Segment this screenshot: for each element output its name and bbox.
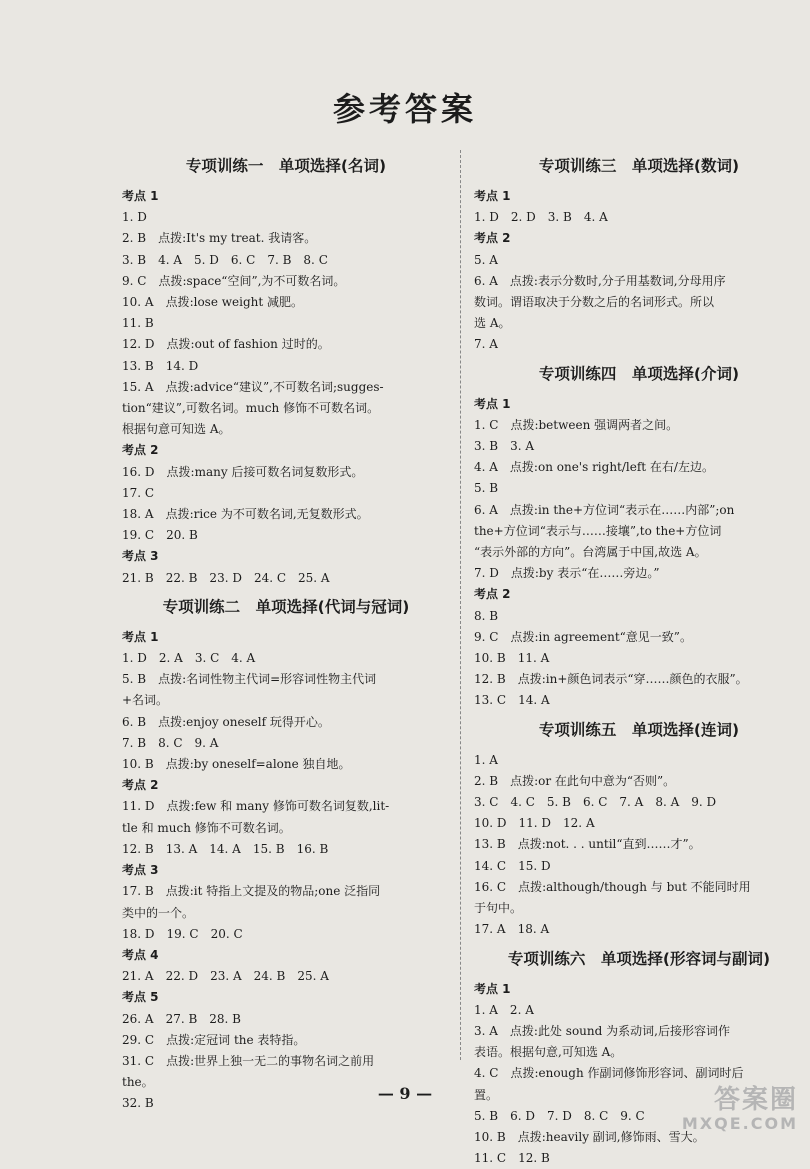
answer-line: 5. B 点拨:名词性物主代词=形容词性物主代词 <box>122 669 450 690</box>
answer-line: 表语。根据句意,可知选 A。 <box>474 1042 804 1063</box>
answer-line: 7. D 点拨:by 表示“在……旁边。” <box>474 563 804 584</box>
answer-line: 29. C 点拨:定冠词 the 表特指。 <box>122 1030 450 1051</box>
answer-line: 5. A <box>474 250 804 271</box>
answer-line: 9. C 点拨:space“空间”,为不可数名词。 <box>122 271 450 292</box>
answer-line: 6. B 点拨:enjoy oneself 玩得开心。 <box>122 712 450 733</box>
answer-line: 13. B 14. D <box>122 356 450 377</box>
answer-line: 13. B 点拨:not. . . until“直到……才”。 <box>474 834 804 855</box>
answer-line: 3. B 3. A <box>474 436 804 457</box>
watermark-top: 答案圈 <box>668 1085 798 1115</box>
topic-heading: 考点 1 <box>474 186 804 207</box>
section-2 <box>122 595 450 1115</box>
topic-heading: 考点 1 <box>122 627 450 648</box>
answer-line: 10. B 11. A <box>474 648 804 669</box>
answer-line: 4. C 点拨:enough 作副词修饰形容词、副词时后 <box>474 1063 804 1084</box>
topic-heading: 考点 3 <box>122 546 450 567</box>
answer-line: 7. A <box>474 334 804 355</box>
topic-heading: 考点 5 <box>122 987 450 1008</box>
answer-line: 1. D 2. D 3. B 4. A <box>474 207 804 228</box>
answer-line: 1. A <box>474 750 804 771</box>
answer-line: 1. C 点拨:between 强调两者之间。 <box>474 415 804 436</box>
answer-line: 数词。谓语取决于分数之后的名词形式。所以 <box>474 292 804 313</box>
section-title: 专项训练四 单项选择(介词) <box>474 362 804 386</box>
topic-heading: 考点 2 <box>474 584 804 605</box>
answer-line: 12. D 点拨:out of fashion 过时的。 <box>122 334 450 355</box>
left-column <box>122 148 450 1115</box>
topic-heading: 考点 4 <box>122 945 450 966</box>
answer-line: 7. B 8. C 9. A <box>122 733 450 754</box>
section-title: 专项训练一 单项选择(名词) <box>122 154 450 178</box>
topic-heading: 考点 1 <box>474 394 804 415</box>
answer-line: tion“建议”,可数名词。much 修饰不可数名词。 <box>122 398 450 419</box>
answer-line: 置。 <box>474 1085 804 1106</box>
topic-heading: 考点 1 <box>474 979 804 1000</box>
answer-line: 12. B 点拨:in+颜色词表示“穿……颜色的衣服”。 <box>474 669 804 690</box>
section-5 <box>474 718 804 941</box>
answer-line: 26. A 27. B 28. B <box>122 1009 450 1030</box>
answer-line: 16. C 点拨:although/though 与 but 不能同时用 <box>474 877 804 898</box>
answer-line: 9. C 点拨:in agreement“意见一致”。 <box>474 627 804 648</box>
answer-line: 选 A。 <box>474 313 804 334</box>
right-column <box>474 148 804 1169</box>
topic-heading: 考点 2 <box>474 228 804 249</box>
answer-line: 18. A 点拨:rice 为不可数名词,无复数形式。 <box>122 504 450 525</box>
section-3 <box>474 154 804 356</box>
answer-line: 8. B <box>474 606 804 627</box>
answer-line: 6. A 点拨:表示分数时,分子用基数词,分母用序 <box>474 271 804 292</box>
answer-line: 5. B <box>474 478 804 499</box>
answer-line: 11. C 12. B <box>474 1148 804 1169</box>
answer-line: “表示外部的方向”。台湾属于中国,故选 A。 <box>474 542 804 563</box>
topic-heading: 考点 2 <box>122 440 450 461</box>
page-title: 参考答案 <box>0 84 810 130</box>
answer-line: 3. B 4. A 5. D 6. C 7. B 8. C <box>122 250 450 271</box>
answer-line: 根据句意可知选 A。 <box>122 419 450 440</box>
section-title: 专项训练六 单项选择(形容词与副词) <box>474 947 804 971</box>
answer-line: 17. C <box>122 483 450 504</box>
answer-line: 13. C 14. A <box>474 690 804 711</box>
answer-line: 16. D 点拨:many 后接可数名词复数形式。 <box>122 462 450 483</box>
answer-line: 12. B 13. A 14. A 15. B 16. B <box>122 839 450 860</box>
answer-line: 1. D <box>122 207 450 228</box>
answer-line: 15. A 点拨:advice“建议”,不可数名词;sugges- <box>122 377 450 398</box>
topic-heading: 考点 1 <box>122 186 450 207</box>
watermark-bottom: MXQE.COM <box>668 1115 798 1133</box>
answer-line: 1. D 2. A 3. C 4. A <box>122 648 450 669</box>
answer-line: 类中的一个。 <box>122 903 450 924</box>
answer-line: 21. B 22. B 23. D 24. C 25. A <box>122 568 450 589</box>
answer-line: the。 <box>122 1072 450 1093</box>
answer-line: 5. B 6. D 7. D 8. C 9. C <box>474 1106 804 1127</box>
answer-line: 11. D 点拨:few 和 many 修饰可数名词复数,lit- <box>122 796 450 817</box>
topic-heading: 考点 3 <box>122 860 450 881</box>
answer-line: 10. D 11. D 12. A <box>474 813 804 834</box>
section-title: 专项训练二 单项选择(代词与冠词) <box>122 595 450 619</box>
answer-line: 10. A 点拨:lose weight 减肥。 <box>122 292 450 313</box>
topic-heading: 考点 2 <box>122 775 450 796</box>
answer-line: 6. A 点拨:in the+方位词“表示在……内部”;on <box>474 500 804 521</box>
column-divider <box>460 150 461 1060</box>
answer-line: 17. B 点拨:it 特指上文提及的物品;one 泛指同 <box>122 881 450 902</box>
answer-line: 2. B 点拨:or 在此句中意为“否则”。 <box>474 771 804 792</box>
watermark-logo <box>668 1085 798 1137</box>
answer-line: 11. B <box>122 313 450 334</box>
answer-line: 1. A 2. A <box>474 1000 804 1021</box>
answer-line: 2. B 点拨:It's my treat. 我请客。 <box>122 228 450 249</box>
answer-line: the+方位词“表示与……接壤”,to the+方位词 <box>474 521 804 542</box>
answer-line: 3. C 4. C 5. B 6. C 7. A 8. A 9. D <box>474 792 804 813</box>
answer-line: 19. C 20. B <box>122 525 450 546</box>
answer-line: 于句中。 <box>474 898 804 919</box>
answer-line: tle 和 much 修饰不可数名词。 <box>122 818 450 839</box>
answer-line: 10. B 点拨:heavily 副词,修饰雨、雪大。 <box>474 1127 804 1148</box>
page-number: — 9 — <box>0 1084 810 1103</box>
answer-line: +名词。 <box>122 690 450 711</box>
answer-line: 18. D 19. C 20. C <box>122 924 450 945</box>
section-title: 专项训练五 单项选择(连词) <box>474 718 804 742</box>
answer-line: 10. B 点拨:by oneself=alone 独自地。 <box>122 754 450 775</box>
answer-line: 31. C 点拨:世界上独一无二的事物名词之前用 <box>122 1051 450 1072</box>
answer-line: 4. A 点拨:on one's right/left 在右/左边。 <box>474 457 804 478</box>
section-title: 专项训练三 单项选择(数词) <box>474 154 804 178</box>
answer-line: 17. A 18. A <box>474 919 804 940</box>
answer-line: 3. A 点拨:此处 sound 为系动词,后接形容词作 <box>474 1021 804 1042</box>
section-4 <box>474 362 804 712</box>
answer-line: 14. C 15. D <box>474 856 804 877</box>
answer-line: 21. A 22. D 23. A 24. B 25. A <box>122 966 450 987</box>
section-1 <box>122 154 450 589</box>
answer-line: 32. B <box>122 1093 450 1114</box>
